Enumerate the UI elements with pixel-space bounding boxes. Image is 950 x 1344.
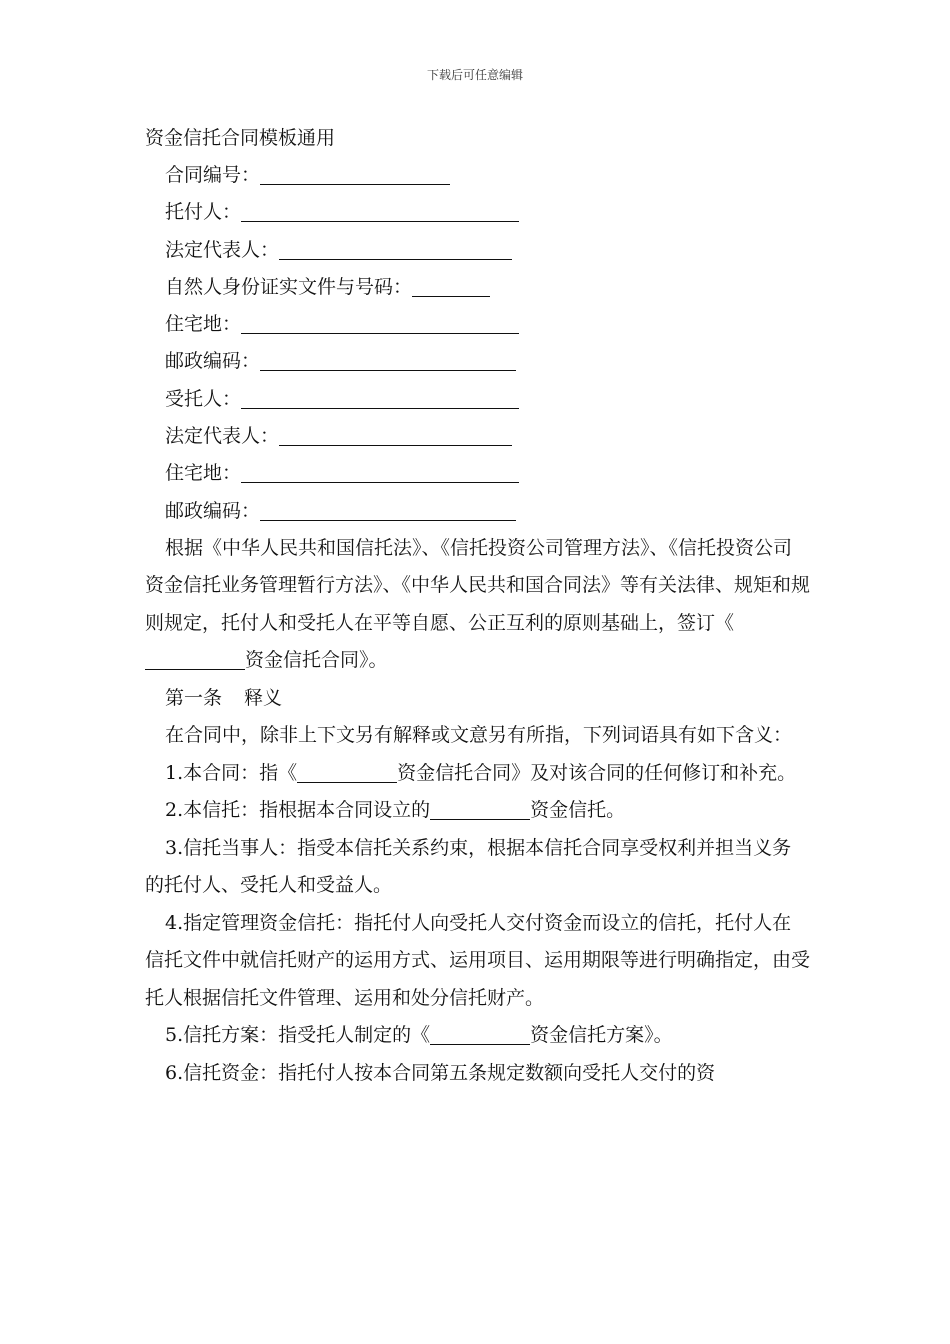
document-title: 资金信托合同模板通用 <box>145 127 336 149</box>
trustee-address-field <box>145 455 810 492</box>
contract-number-field <box>145 157 810 194</box>
intro-text-end: 资金信托合同》。 <box>245 649 388 672</box>
trustor-address-blank[interactable] <box>241 311 519 334</box>
definition-item-1 <box>145 755 810 793</box>
definition-intro: 在合同中，除非上下文另有解释或文意另有所指，下列词语具有如下含义： <box>165 724 793 747</box>
item-text: 资金信托合同》及对该合同的任何修订和补充。 <box>397 761 797 784</box>
article-number: 第一条 <box>165 686 223 709</box>
item-2-blank[interactable] <box>430 797 530 820</box>
trustor-legal-rep-field <box>145 232 810 269</box>
field-label: 受托人： <box>165 387 242 410</box>
definition-item-4: 4.指定管理资金信托：指托付人向受托人交付资金而设立的信托，托付人在信托文件中就信托财产的运用方式、运用项目、运用期限等进行明确指定，由受托人根据信托文件管理、运用和处分信托财产。 <box>145 911 811 1009</box>
id-document-field <box>145 269 810 306</box>
definition-item-6: 6.信托资金：指托付人按本合同第五条规定数额向受托人交付的资 <box>165 1061 716 1084</box>
field-label: 邮政编码： <box>165 350 261 373</box>
item-text: 1.本合同：指《 <box>165 761 298 784</box>
item-text: 5.信托方案：指受托人制定的《 <box>165 1024 431 1047</box>
definition-item-5 <box>145 1017 810 1055</box>
trust-name-blank[interactable] <box>145 647 245 670</box>
trustee-postcode-blank[interactable] <box>260 498 516 521</box>
field-label: 住宅地： <box>165 313 242 336</box>
trustee-field <box>145 381 810 418</box>
trustee-blank[interactable] <box>241 386 519 409</box>
item-1-blank[interactable] <box>297 760 397 783</box>
trustor-postcode-field <box>145 343 810 380</box>
intro-text: 根据《中华人民共和国信托法》、《信托投资公司管理方法》、《信托投资公司资金信托业务管理暂行方法》、《中华人民共和国合同法》等有关法律、规矩和规则规定，托付人和受托人在平等自愿、公正互利的原则基础上，签订《 <box>145 536 811 634</box>
item-text: 资金信托方案》。 <box>530 1024 673 1047</box>
definition-item-3: 3.信托当事人：指受本信托关系约束，根据本信托合同享受权利并担当义务的托付人、受托人和受益人。 <box>145 836 792 897</box>
trustor-legal-rep-blank[interactable] <box>279 237 512 260</box>
trustee-legal-rep-field <box>145 418 810 455</box>
trustor-address-field <box>145 306 810 343</box>
field-label: 邮政编码： <box>165 499 261 522</box>
id-document-blank[interactable] <box>412 274 490 297</box>
article-name: 释义 <box>244 686 283 709</box>
article-1-heading <box>145 680 810 718</box>
item-5-blank[interactable] <box>430 1022 530 1045</box>
field-label: 住宅地： <box>165 462 242 485</box>
trustor-postcode-blank[interactable] <box>260 348 516 371</box>
trustee-address-blank[interactable] <box>241 460 519 483</box>
item-text: 2.本信托：指根据本合同设立的 <box>165 799 431 822</box>
field-label: 托付人： <box>165 201 242 224</box>
document-body <box>145 120 810 1092</box>
definition-item-2 <box>145 792 810 830</box>
contract-number-blank[interactable] <box>260 162 450 185</box>
field-label: 自然人身份证实文件与号码： <box>165 275 413 298</box>
trustee-postcode-field <box>145 493 810 530</box>
field-label: 法定代表人： <box>165 238 280 261</box>
trustor-blank[interactable] <box>241 199 519 222</box>
trustee-legal-rep-blank[interactable] <box>279 423 512 446</box>
field-label: 合同编号： <box>165 164 261 186</box>
trustor-field <box>145 194 810 231</box>
page-header-note: 下载后可任意编辑 <box>426 68 523 82</box>
item-text: 资金信托。 <box>530 799 626 822</box>
field-label: 法定代表人： <box>165 425 280 448</box>
intro-paragraph <box>145 530 810 680</box>
